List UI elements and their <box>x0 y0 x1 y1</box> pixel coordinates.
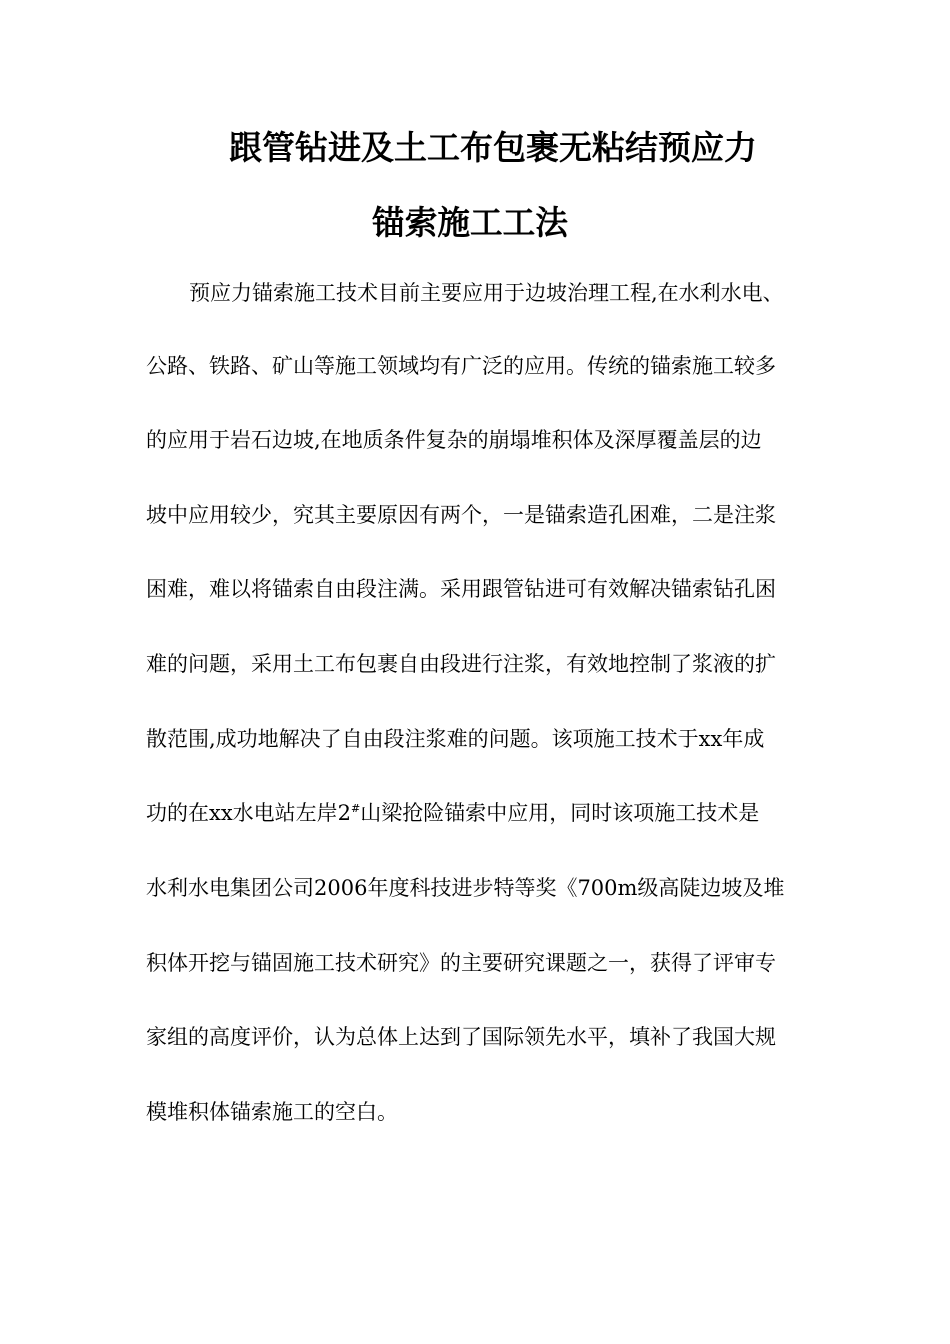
document-title-line-2: 锚索施工工法 <box>372 203 568 242</box>
line-8-text-after: 山梁抢险锚索中应用，同时该项施工技术是 <box>360 801 760 825</box>
paragraph-line-4: 坡中应用较少，究其主要原因有两个，一是锚索造孔困难，二是注浆 <box>146 503 776 527</box>
paragraph-line-9: 水利水电集团公司2006年度科技进步特等奖《700m级高陡边坡及堆 <box>146 876 785 900</box>
paragraph-line-2: 公路、铁路、矿山等施工领域均有广泛的应用。传统的锚索施工较多 <box>146 354 776 378</box>
superscript-mark: # <box>351 802 361 815</box>
document-title-line-1: 跟管钻进及土工布包裹无粘结预应力 <box>229 128 757 167</box>
paragraph-line-6: 难的问题，采用土工布包裹自由段进行注浆，有效地控制了浆液的扩 <box>146 652 776 676</box>
paragraph-line-1: 预应力锚索施工技术目前主要应用于边坡治理工程,在水利水电、 <box>189 281 784 305</box>
paragraph-line-8 <box>146 798 759 828</box>
paragraph-line-12: 模堆积体锚索施工的空白。 <box>146 1100 398 1124</box>
paragraph-line-5: 困难，难以将锚索自由段注满。采用跟管钻进可有效解决锚索钻孔困 <box>146 577 776 601</box>
paragraph-line-11: 家组的高度评价，认为总体上达到了国际领先水平，填补了我国大规 <box>146 1025 776 1049</box>
paragraph-line-3: 的应用于岩石边坡,在地质条件复杂的崩塌堆积体及深厚覆盖层的边 <box>146 428 762 452</box>
paragraph-line-10: 积体开挖与锚固施工技术研究》的主要研究课题之一，获得了评审专 <box>146 951 776 975</box>
paragraph-line-7: 散范围,成功地解决了自由段注浆难的问题。该项施工技术于xx年成 <box>146 727 765 751</box>
line-8-text-before: 功的在xx水电站左岸2 <box>146 801 352 825</box>
